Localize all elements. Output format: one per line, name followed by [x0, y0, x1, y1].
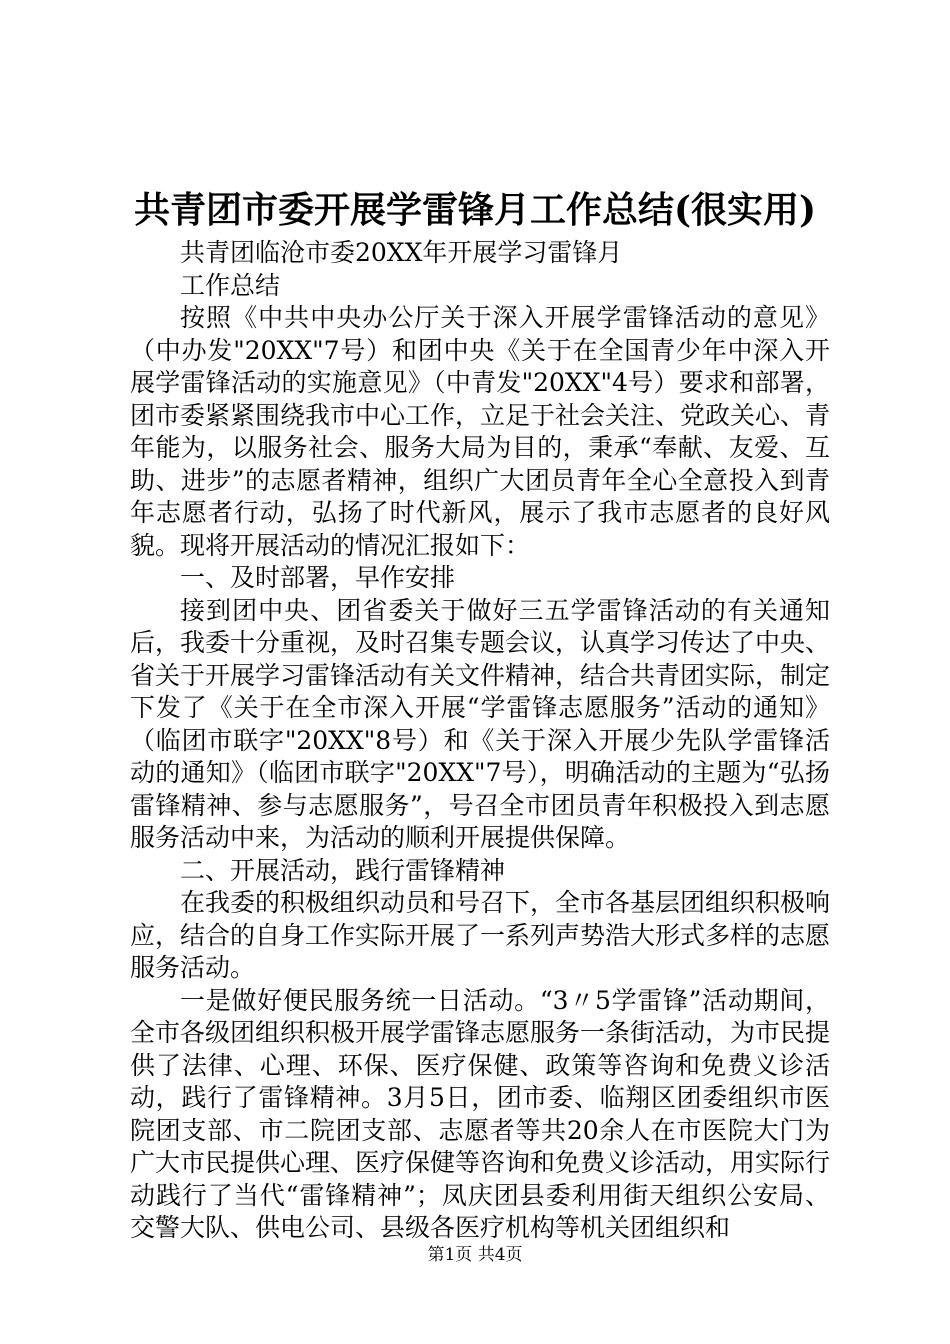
- subtitle-line-2: 工作总结: [180, 270, 281, 300]
- section-heading-2: 二、开展活动，践行雷锋精神: [180, 855, 506, 885]
- page-indicator: 第1页 共4页: [427, 1245, 523, 1265]
- paragraph-section-2-item-1: 一是做好便民服务统一日活动。“3〃5学雷锋”活动期间，全市各级团组织积极开展学雷锋志愿服务一条街活动，为市民提供了法律、心理、环保、医疗保健、政策等咨询和免费义诊活动，践行了雷锋精神。3月5日，团市委、临翔区团委组织市医院团支部、市二院团支部、志愿者等共20余人在市医院大门为广大市民提供心理、医疗保健等咨询和免费义诊活动，用实际行动践行了当代“雷锋精神”；凤庆团县委利用街天组织公安局、交警大队、供电公司、县级各医疗机构等机关团组织和: [130, 985, 831, 1242]
- page-footer: [0, 1243, 950, 1267]
- paragraph-section-1: 接到团中央、团省委关于做好三五学雷锋活动的有关通知后，我委十分重视，及时召集专题会议，认真学习传达了中央、省关于开展学习雷锋活动有关文件精神，结合共青团实际，制定下发了《关于在全市深入开展“学雷锋志愿服务”活动的通知》（临团市联字"20XX"8号）和《关于深入开展少先队学雷锋活动的通知》（临团市联字"20XX"7号），明确活动的主题为“弘扬雷锋精神、参与志愿服务”，号召全市团员青年积极投入到志愿服务活动中来，为活动的顺利开展提供保障。: [130, 595, 831, 852]
- section-heading-1: 一、及时部署，早作安排: [180, 563, 456, 592]
- subtitle-line-1: 共青团临沧市委20XX年开展学习雷锋月: [180, 238, 623, 267]
- paragraph-intro: 按照《中共中央办公厅关于深入开展学雷锋活动的意见》（中办发"20XX"7号）和团中央《关于在全国青少年中深入开展学雷锋活动的实施意见》（中青发"20XX"4号）要求和部署，团市委紧紧围绕我市中心工作，立足于社会关注、党政关心、青年能为，以服务社会、服务大局为目的，秉承“奉献、友爱、互助、进步”的志愿者精神，组织广大团员青年全心全意投入到青年志愿者行动，弘扬了时代新风，展示了我市志愿者的良好风貌。现将开展活动的情况汇报如下：: [130, 303, 831, 560]
- document-body: [130, 237, 830, 1245]
- paragraph-section-2: 在我委的积极组织动员和号召下，全市各基层团组织积极响应，结合的自身工作实际开展了一系列声势浩大形式多样的志愿服务活动。: [130, 888, 831, 982]
- document-title: 共青团市委开展学雷锋月工作总结(很实用): [133, 189, 817, 231]
